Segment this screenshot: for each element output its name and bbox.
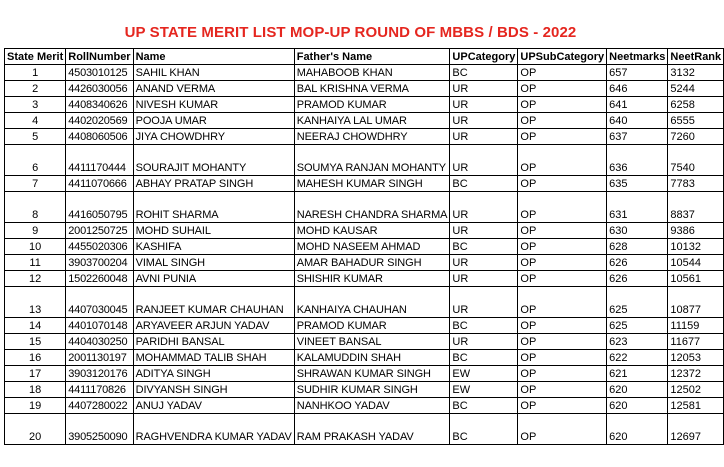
table-row [5,255,724,271]
neet-marks-cell: 626 [607,255,668,271]
name-cell: NIVESH KUMAR [133,97,294,113]
roll-number-cell: 3903120176 [66,366,133,382]
neet-marks-cell: 657 [607,65,668,81]
roll-number-cell: 4411170826 [66,382,133,398]
state-merit-cell: 10 [5,239,66,255]
header-state-merit: State Merit [5,49,66,65]
up-subcategory-cell: OP [518,81,607,97]
fathers-name-cell: KALAMUDDIN SHAH [294,350,450,366]
up-subcategory-cell: OP [518,97,607,113]
name-cell: ANAND VERMA [133,81,294,97]
up-subcategory-cell: OP [518,239,607,255]
neet-rank-cell: 11159 [668,318,724,334]
fathers-name-cell: SUDHIR KUMAR SINGH [294,382,450,398]
state-merit-cell: 13 [5,287,66,318]
up-subcategory-cell: OP [518,350,607,366]
neet-marks-cell: 641 [607,97,668,113]
neet-rank-cell: 5244 [668,81,724,97]
neet-rank-cell: 12372 [668,366,724,382]
fathers-name-cell: MAHESH KUMAR SINGH [294,176,450,192]
state-merit-cell: 2 [5,81,66,97]
table-row [5,287,724,318]
up-category-cell: BC [450,176,518,192]
header-neet-rank: NeetRank [668,49,724,65]
fathers-name-cell: VINEET BANSAL [294,334,450,350]
up-category-cell: UR [450,81,518,97]
header-fathers-name: Father's Name [294,49,450,65]
roll-number-cell: 4402020569 [66,113,133,129]
table-row [5,318,724,334]
roll-number-cell: 4401070148 [66,318,133,334]
state-merit-cell: 3 [5,97,66,113]
name-cell: AVNI PUNIA [133,271,294,287]
neet-rank-cell: 10877 [668,287,724,318]
neet-marks-cell: 625 [607,318,668,334]
state-merit-cell: 4 [5,113,66,129]
neet-marks-cell: 622 [607,350,668,366]
neet-marks-cell: 626 [607,271,668,287]
up-subcategory-cell: OP [518,287,607,318]
up-category-cell: BC [450,239,518,255]
roll-number-cell: 1502260048 [66,271,133,287]
up-category-cell: UR [450,192,518,223]
up-category-cell: BC [450,350,518,366]
state-merit-cell: 7 [5,176,66,192]
name-cell: MOHD SUHAIL [133,223,294,239]
state-merit-cell: 12 [5,271,66,287]
table-row [5,145,724,176]
neet-marks-cell: 631 [607,192,668,223]
roll-number-cell: 4407280022 [66,398,133,414]
neet-marks-cell: 640 [607,113,668,129]
name-cell: MOHAMMAD TALIB SHAH [133,350,294,366]
state-merit-cell: 14 [5,318,66,334]
page-title: UP STATE MERIT LIST MOP-UP ROUND OF MBBS / BDS - 2022 [124,24,577,41]
up-category-cell: UR [450,145,518,176]
name-cell: PARIDHI BANSAL [133,334,294,350]
name-cell: SAHIL KHAN [133,65,294,81]
table-row [5,192,724,223]
fathers-name-cell: SHRAWAN KUMAR SINGH [294,366,450,382]
neet-marks-cell: 628 [607,239,668,255]
roll-number-cell: 2001250725 [66,223,133,239]
header-up-category: UPCategory [450,49,518,65]
up-category-cell: BC [450,414,518,445]
neet-marks-cell: 621 [607,366,668,382]
name-cell: POOJA UMAR [133,113,294,129]
fathers-name-cell: NANHKOO YADAV [294,398,450,414]
neet-marks-cell: 630 [607,223,668,239]
neet-rank-cell: 10544 [668,255,724,271]
up-subcategory-cell: OP [518,318,607,334]
up-subcategory-cell: OP [518,176,607,192]
fathers-name-cell: NARESH CHANDRA SHARMA [294,192,450,223]
up-category-cell: UR [450,334,518,350]
fathers-name-cell: PRAMOD KUMAR [294,318,450,334]
roll-number-cell: 4407030045 [66,287,133,318]
name-cell: JIYA CHOWDHRY [133,129,294,145]
state-merit-cell: 15 [5,334,66,350]
up-subcategory-cell: OP [518,271,607,287]
fathers-name-cell: BAL KRISHNA VERMA [294,81,450,97]
up-subcategory-cell: OP [518,366,607,382]
neet-rank-cell: 12053 [668,350,724,366]
table-row [5,334,724,350]
neet-rank-cell: 12581 [668,398,724,414]
fathers-name-cell: KANHAIYA CHAUHAN [294,287,450,318]
up-category-cell: UR [450,223,518,239]
fathers-name-cell: MAHABOOB KHAN [294,65,450,81]
up-subcategory-cell: OP [518,398,607,414]
name-cell: RAGHVENDRA KUMAR YADAV [133,414,294,445]
roll-number-cell: 4411170444 [66,145,133,176]
state-merit-cell: 9 [5,223,66,239]
header-roll-number: RollNumber [66,49,133,65]
name-cell: ARYAVEER ARJUN YADAV [133,318,294,334]
header-neet-marks: Neetmarks [607,49,668,65]
name-cell: ADITYA SINGH [133,366,294,382]
fathers-name-cell: SOUMYA RANJAN MOHANTY [294,145,450,176]
name-cell: ABHAY PRATAP SINGH [133,176,294,192]
up-category-cell: BC [450,65,518,81]
table-row [5,223,724,239]
neet-marks-cell: 620 [607,414,668,445]
fathers-name-cell: PRAMOD KUMAR [294,97,450,113]
state-merit-cell: 16 [5,350,66,366]
table-row [5,382,724,398]
header-up-subcategory: UPSubCategory [518,49,607,65]
state-merit-cell: 1 [5,65,66,81]
name-cell: ROHIT SHARMA [133,192,294,223]
neet-marks-cell: 636 [607,145,668,176]
name-cell: VIMAL SINGH [133,255,294,271]
up-subcategory-cell: OP [518,129,607,145]
neet-marks-cell: 635 [607,176,668,192]
neet-rank-cell: 7540 [668,145,724,176]
neet-rank-cell: 12697 [668,414,724,445]
neet-rank-cell: 11677 [668,334,724,350]
neet-rank-cell: 12502 [668,382,724,398]
table-row [5,97,724,113]
roll-number-cell: 4416050795 [66,192,133,223]
table-row [5,414,724,445]
up-category-cell: UR [450,271,518,287]
roll-number-cell: 4411070666 [66,176,133,192]
neet-rank-cell: 7260 [668,129,724,145]
name-cell: SOURAJIT MOHANTY [133,145,294,176]
state-merit-cell: 17 [5,366,66,382]
name-cell: ANUJ YADAV [133,398,294,414]
up-category-cell: EW [450,366,518,382]
up-subcategory-cell: OP [518,192,607,223]
roll-number-cell: 3905250090 [66,414,133,445]
table-row [5,129,724,145]
up-category-cell: UR [450,129,518,145]
up-category-cell: UR [450,287,518,318]
fathers-name-cell: MOHD NASEEM AHMAD [294,239,450,255]
state-merit-cell: 5 [5,129,66,145]
neet-rank-cell: 9386 [668,223,724,239]
roll-number-cell: 4455020306 [66,239,133,255]
name-cell: DIVYANSH SINGH [133,382,294,398]
up-category-cell: EW [450,382,518,398]
neet-marks-cell: 637 [607,129,668,145]
up-subcategory-cell: OP [518,113,607,129]
up-category-cell: UR [450,113,518,129]
header-name: Name [133,49,294,65]
table-row [5,176,724,192]
table-row [5,81,724,97]
roll-number-cell: 4408060506 [66,129,133,145]
state-merit-cell: 19 [5,398,66,414]
state-merit-cell: 11 [5,255,66,271]
name-cell: KASHIFA [133,239,294,255]
neet-rank-cell: 6555 [668,113,724,129]
up-subcategory-cell: OP [518,65,607,81]
fathers-name-cell: SHISHIR KUMAR [294,271,450,287]
up-subcategory-cell: OP [518,382,607,398]
fathers-name-cell: AMAR BAHADUR SINGH [294,255,450,271]
table-row [5,239,724,255]
roll-number-cell: 2001130197 [66,350,133,366]
roll-number-cell: 3903700204 [66,255,133,271]
state-merit-cell: 6 [5,145,66,176]
fathers-name-cell: KANHAIYA LAL UMAR [294,113,450,129]
up-category-cell: UR [450,255,518,271]
table-row [5,350,724,366]
up-category-cell: UR [450,97,518,113]
neet-rank-cell: 3132 [668,65,724,81]
fathers-name-cell: RAM PRAKASH YADAV [294,414,450,445]
up-category-cell: BC [450,318,518,334]
neet-marks-cell: 620 [607,382,668,398]
state-merit-cell: 18 [5,382,66,398]
up-category-cell: BC [450,398,518,414]
neet-rank-cell: 8837 [668,192,724,223]
neet-rank-cell: 6258 [668,97,724,113]
fathers-name-cell: NEERAJ CHOWDHRY [294,129,450,145]
neet-rank-cell: 10561 [668,271,724,287]
up-subcategory-cell: OP [518,334,607,350]
roll-number-cell: 4404030250 [66,334,133,350]
neet-rank-cell: 7783 [668,176,724,192]
merit-list-table [4,48,724,445]
neet-marks-cell: 625 [607,287,668,318]
up-subcategory-cell: OP [518,255,607,271]
neet-marks-cell: 620 [607,398,668,414]
roll-number-cell: 4408340626 [66,97,133,113]
up-subcategory-cell: OP [518,223,607,239]
table-row [5,398,724,414]
roll-number-cell: 4426030056 [66,81,133,97]
name-cell: RANJEET KUMAR CHAUHAN [133,287,294,318]
table-row [5,366,724,382]
table-row [5,65,724,81]
table-row [5,113,724,129]
table-header-row [5,49,724,65]
up-subcategory-cell: OP [518,145,607,176]
state-merit-cell: 20 [5,414,66,445]
neet-marks-cell: 623 [607,334,668,350]
neet-rank-cell: 10132 [668,239,724,255]
roll-number-cell: 4503010125 [66,65,133,81]
state-merit-cell: 8 [5,192,66,223]
fathers-name-cell: MOHD KAUSAR [294,223,450,239]
table-row [5,271,724,287]
up-subcategory-cell: OP [518,414,607,445]
neet-marks-cell: 646 [607,81,668,97]
